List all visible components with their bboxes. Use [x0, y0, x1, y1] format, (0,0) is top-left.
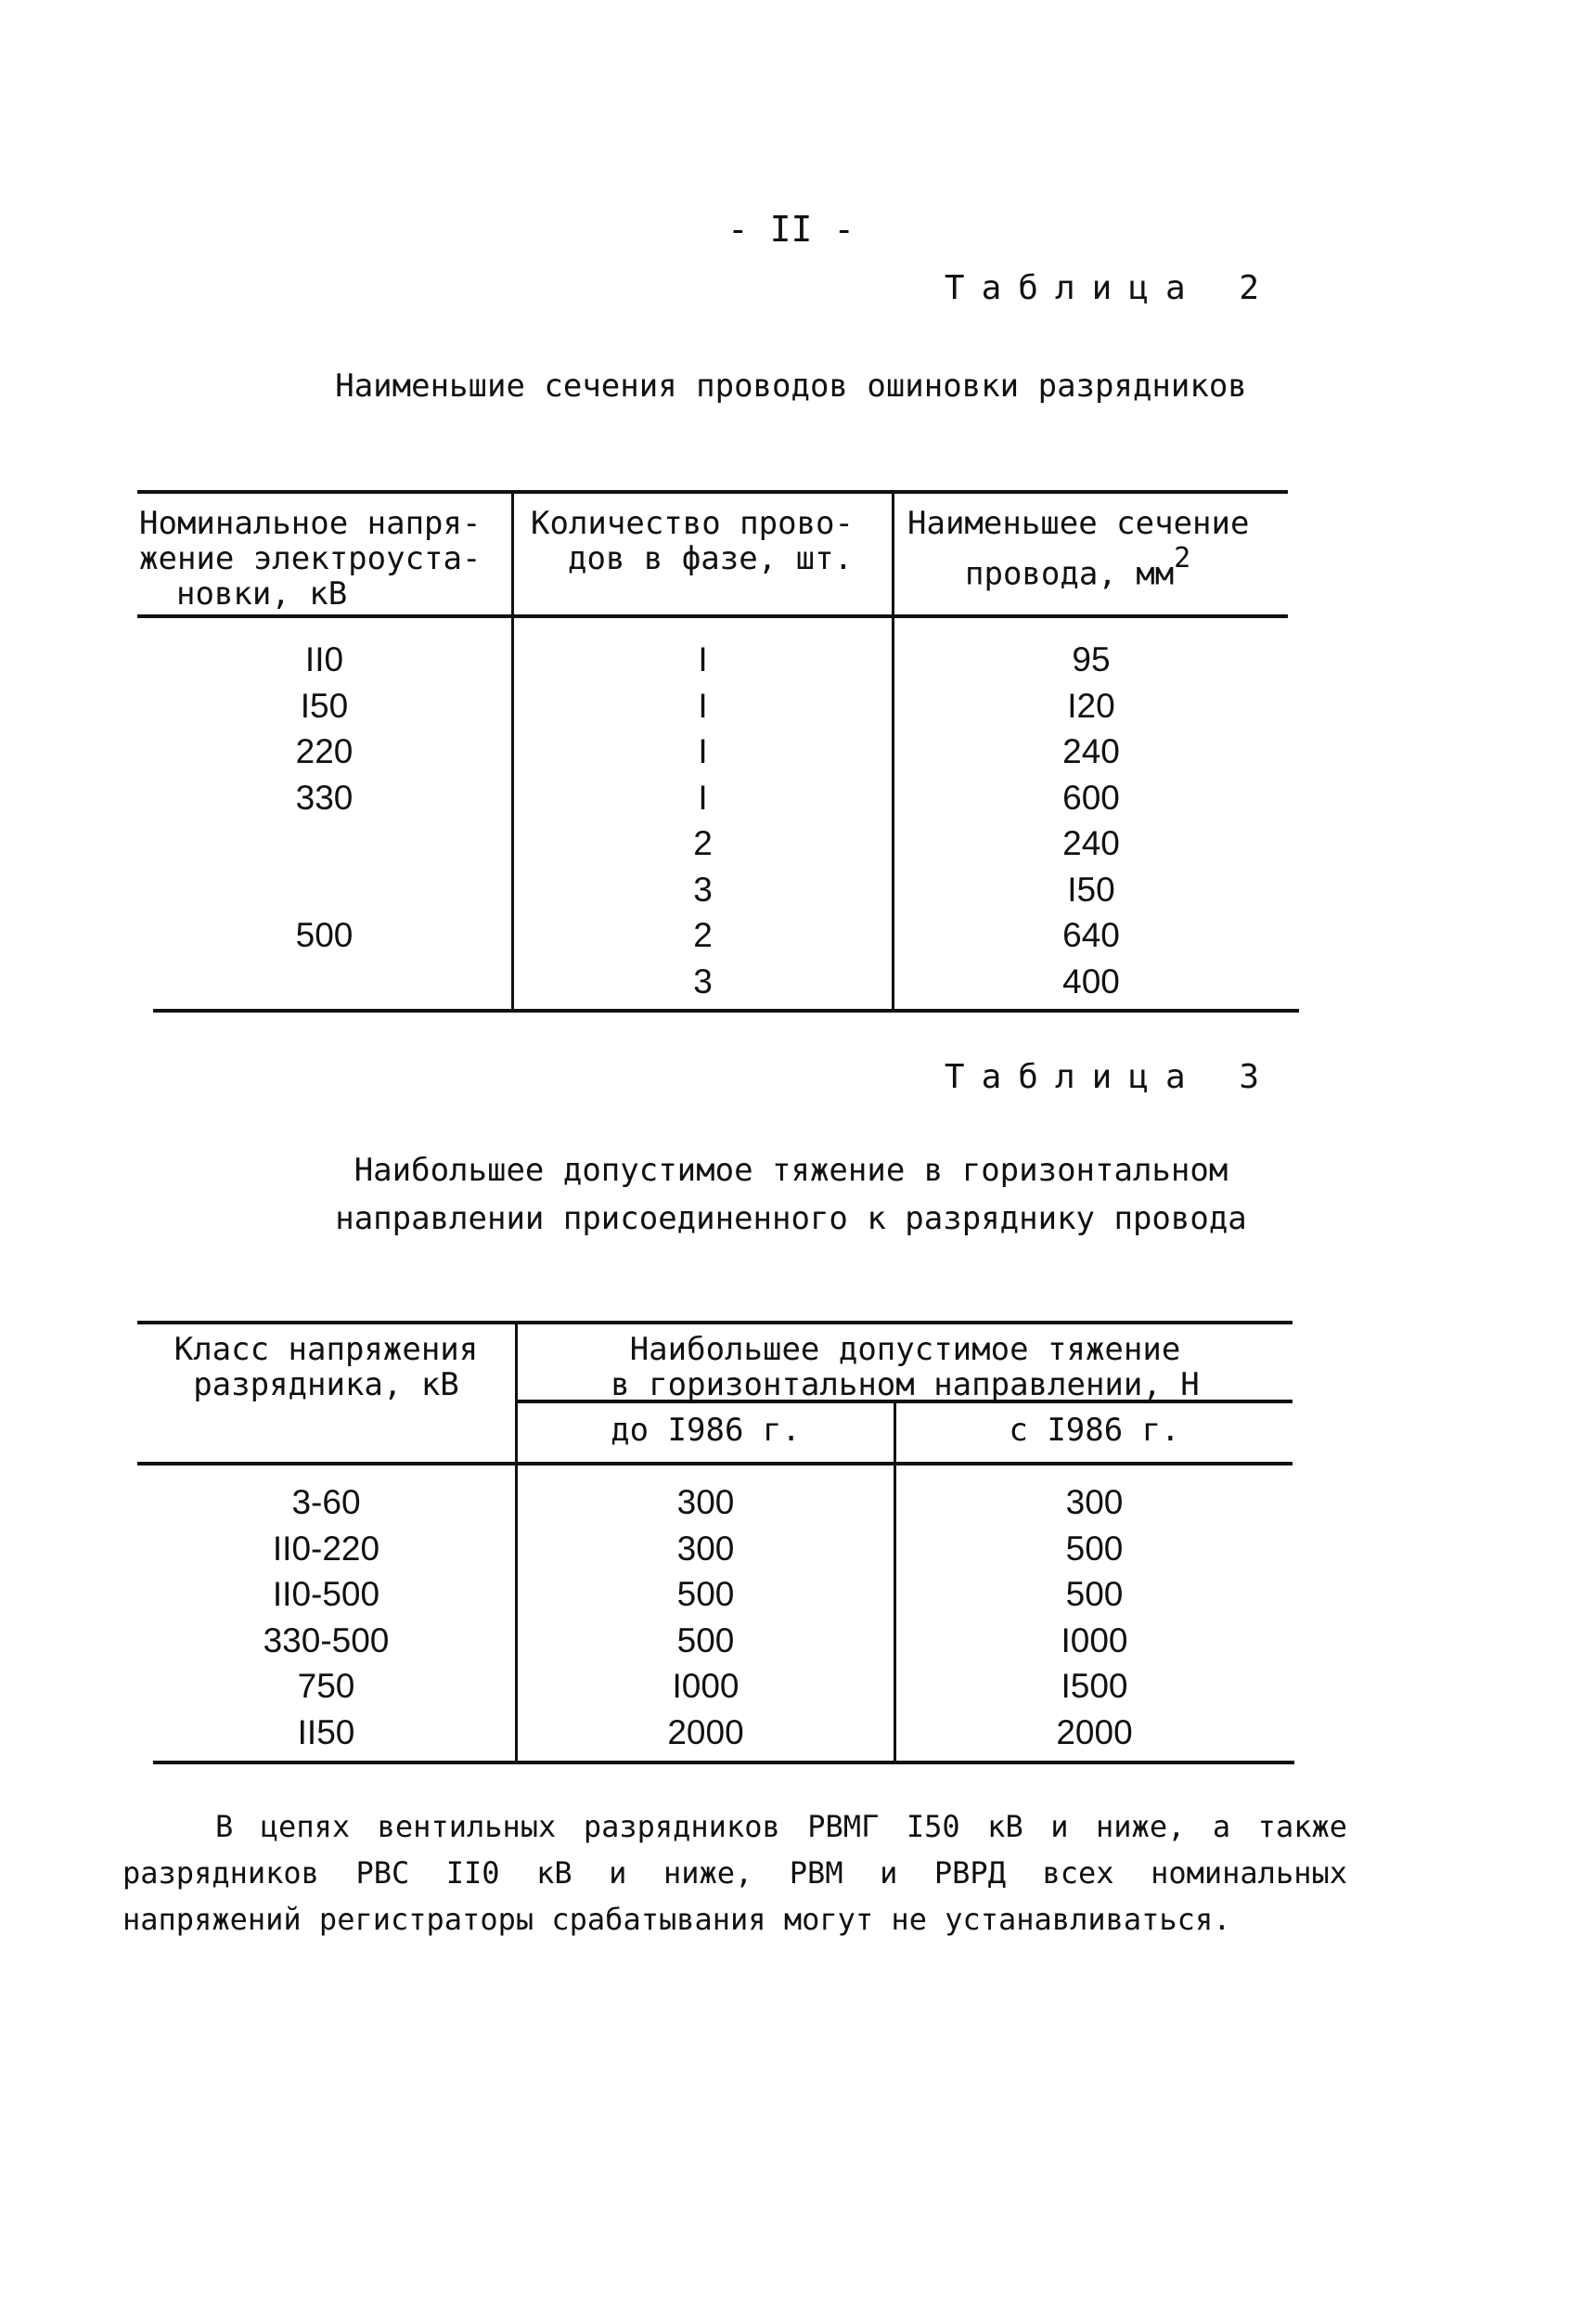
table2-title: Наименьшие сечения проводов ошиновки разрядников [335, 368, 1247, 405]
table3-cell-before: 500 [676, 1620, 735, 1659]
page-number: - II - [727, 209, 855, 250]
table3-header-rule [137, 1462, 1293, 1465]
table3-cell-class: 330-500 [263, 1620, 390, 1659]
table2-cell-section: 400 [1062, 962, 1120, 1001]
table3-cell-before: 500 [676, 1575, 735, 1613]
table3-cell-before: 2000 [667, 1712, 744, 1751]
table3-cell-after: 500 [1065, 1575, 1124, 1613]
table2-cell-count: 3 [693, 870, 713, 909]
table2-header-section: Наименьшее сечение провода, $мм^2$ [907, 505, 1250, 593]
table3-label: Таблица 3 [944, 1058, 1276, 1096]
table3-cell-before: 300 [676, 1483, 735, 1521]
table2-cell-section: 240 [1062, 732, 1120, 770]
table3-cell-after: I000 [1061, 1620, 1128, 1659]
table2-cell-count: I [698, 732, 708, 770]
table2-cell-voltage: 500 [295, 916, 354, 954]
table2-cell-section: 95 [1072, 640, 1111, 678]
table3-top-rule [137, 1321, 1293, 1324]
table3-header-before: до I986 г. [611, 1412, 801, 1449]
table3-cell-before: 300 [676, 1529, 735, 1568]
table3-cell-after: 500 [1065, 1529, 1124, 1568]
table3-cell-class: 3-60 [291, 1483, 361, 1521]
table3-header-class: Класс напряжения разрядника, кВ [174, 1331, 479, 1403]
table2-cell-section: 240 [1062, 824, 1120, 862]
table2-cell-count: I [698, 778, 708, 817]
table3-cell-class: 750 [297, 1667, 355, 1705]
table2-cell-section: I50 [1067, 870, 1115, 909]
table2-top-rule [137, 490, 1288, 494]
table2-header-voltage: Номинальное напря- жение электроуста- новки, кВ [139, 505, 482, 613]
table2-cell-count: 2 [693, 916, 713, 954]
table3-cell-after: 300 [1065, 1483, 1124, 1521]
table2-cell-section: I20 [1067, 686, 1115, 725]
table2-cell-count: 2 [693, 824, 713, 862]
table2-cell-section: 600 [1062, 778, 1120, 817]
table3-cell-class: II0-220 [272, 1529, 380, 1568]
table3-cell-before: I000 [672, 1667, 740, 1705]
table2-cell-voltage: 330 [295, 778, 354, 817]
table2-label: Таблица 2 [944, 269, 1276, 307]
note-paragraph: В цепях вентильных разрядников РВМГ I50 кВ и ниже, а также разрядников РВС II0 кВ и ниже, РВМ и РВРД всех номинальных напряжений регистраторы срабатывания могут не устанавливаться. [122, 1809, 1347, 1937]
table2-cell-section: 640 [1062, 916, 1120, 954]
table2-header-count: Количество прово- дов в фазе, шт. [531, 505, 854, 577]
table2-header-rule [137, 614, 1288, 618]
table3-header-tension: Наибольшее допустимое тяжение в горизонтальном направлении, Н [611, 1331, 1200, 1403]
table2-bottom-rule [153, 1009, 1299, 1013]
table2-cell-count: I [698, 686, 708, 725]
table3-bottom-rule [153, 1761, 1294, 1764]
table3-cell-class: II0-500 [272, 1575, 380, 1613]
table2-cell-count: I [698, 640, 708, 678]
table2-cell-voltage: I50 [300, 686, 349, 725]
table2-cell-voltage: 220 [295, 732, 354, 770]
table3-title: Наибольшее допустимое тяжение в горизонтальном направлении присоединенного к разряднику провода [335, 1152, 1247, 1237]
table2-cell-count: 3 [693, 962, 713, 1001]
table2-cell-voltage: II0 [304, 640, 344, 678]
table3-cell-after: I500 [1061, 1667, 1128, 1705]
table3-cell-class: II50 [297, 1712, 355, 1751]
table3-header-after: с I986 г. [1009, 1412, 1180, 1449]
table3-cell-after: 2000 [1056, 1712, 1133, 1751]
